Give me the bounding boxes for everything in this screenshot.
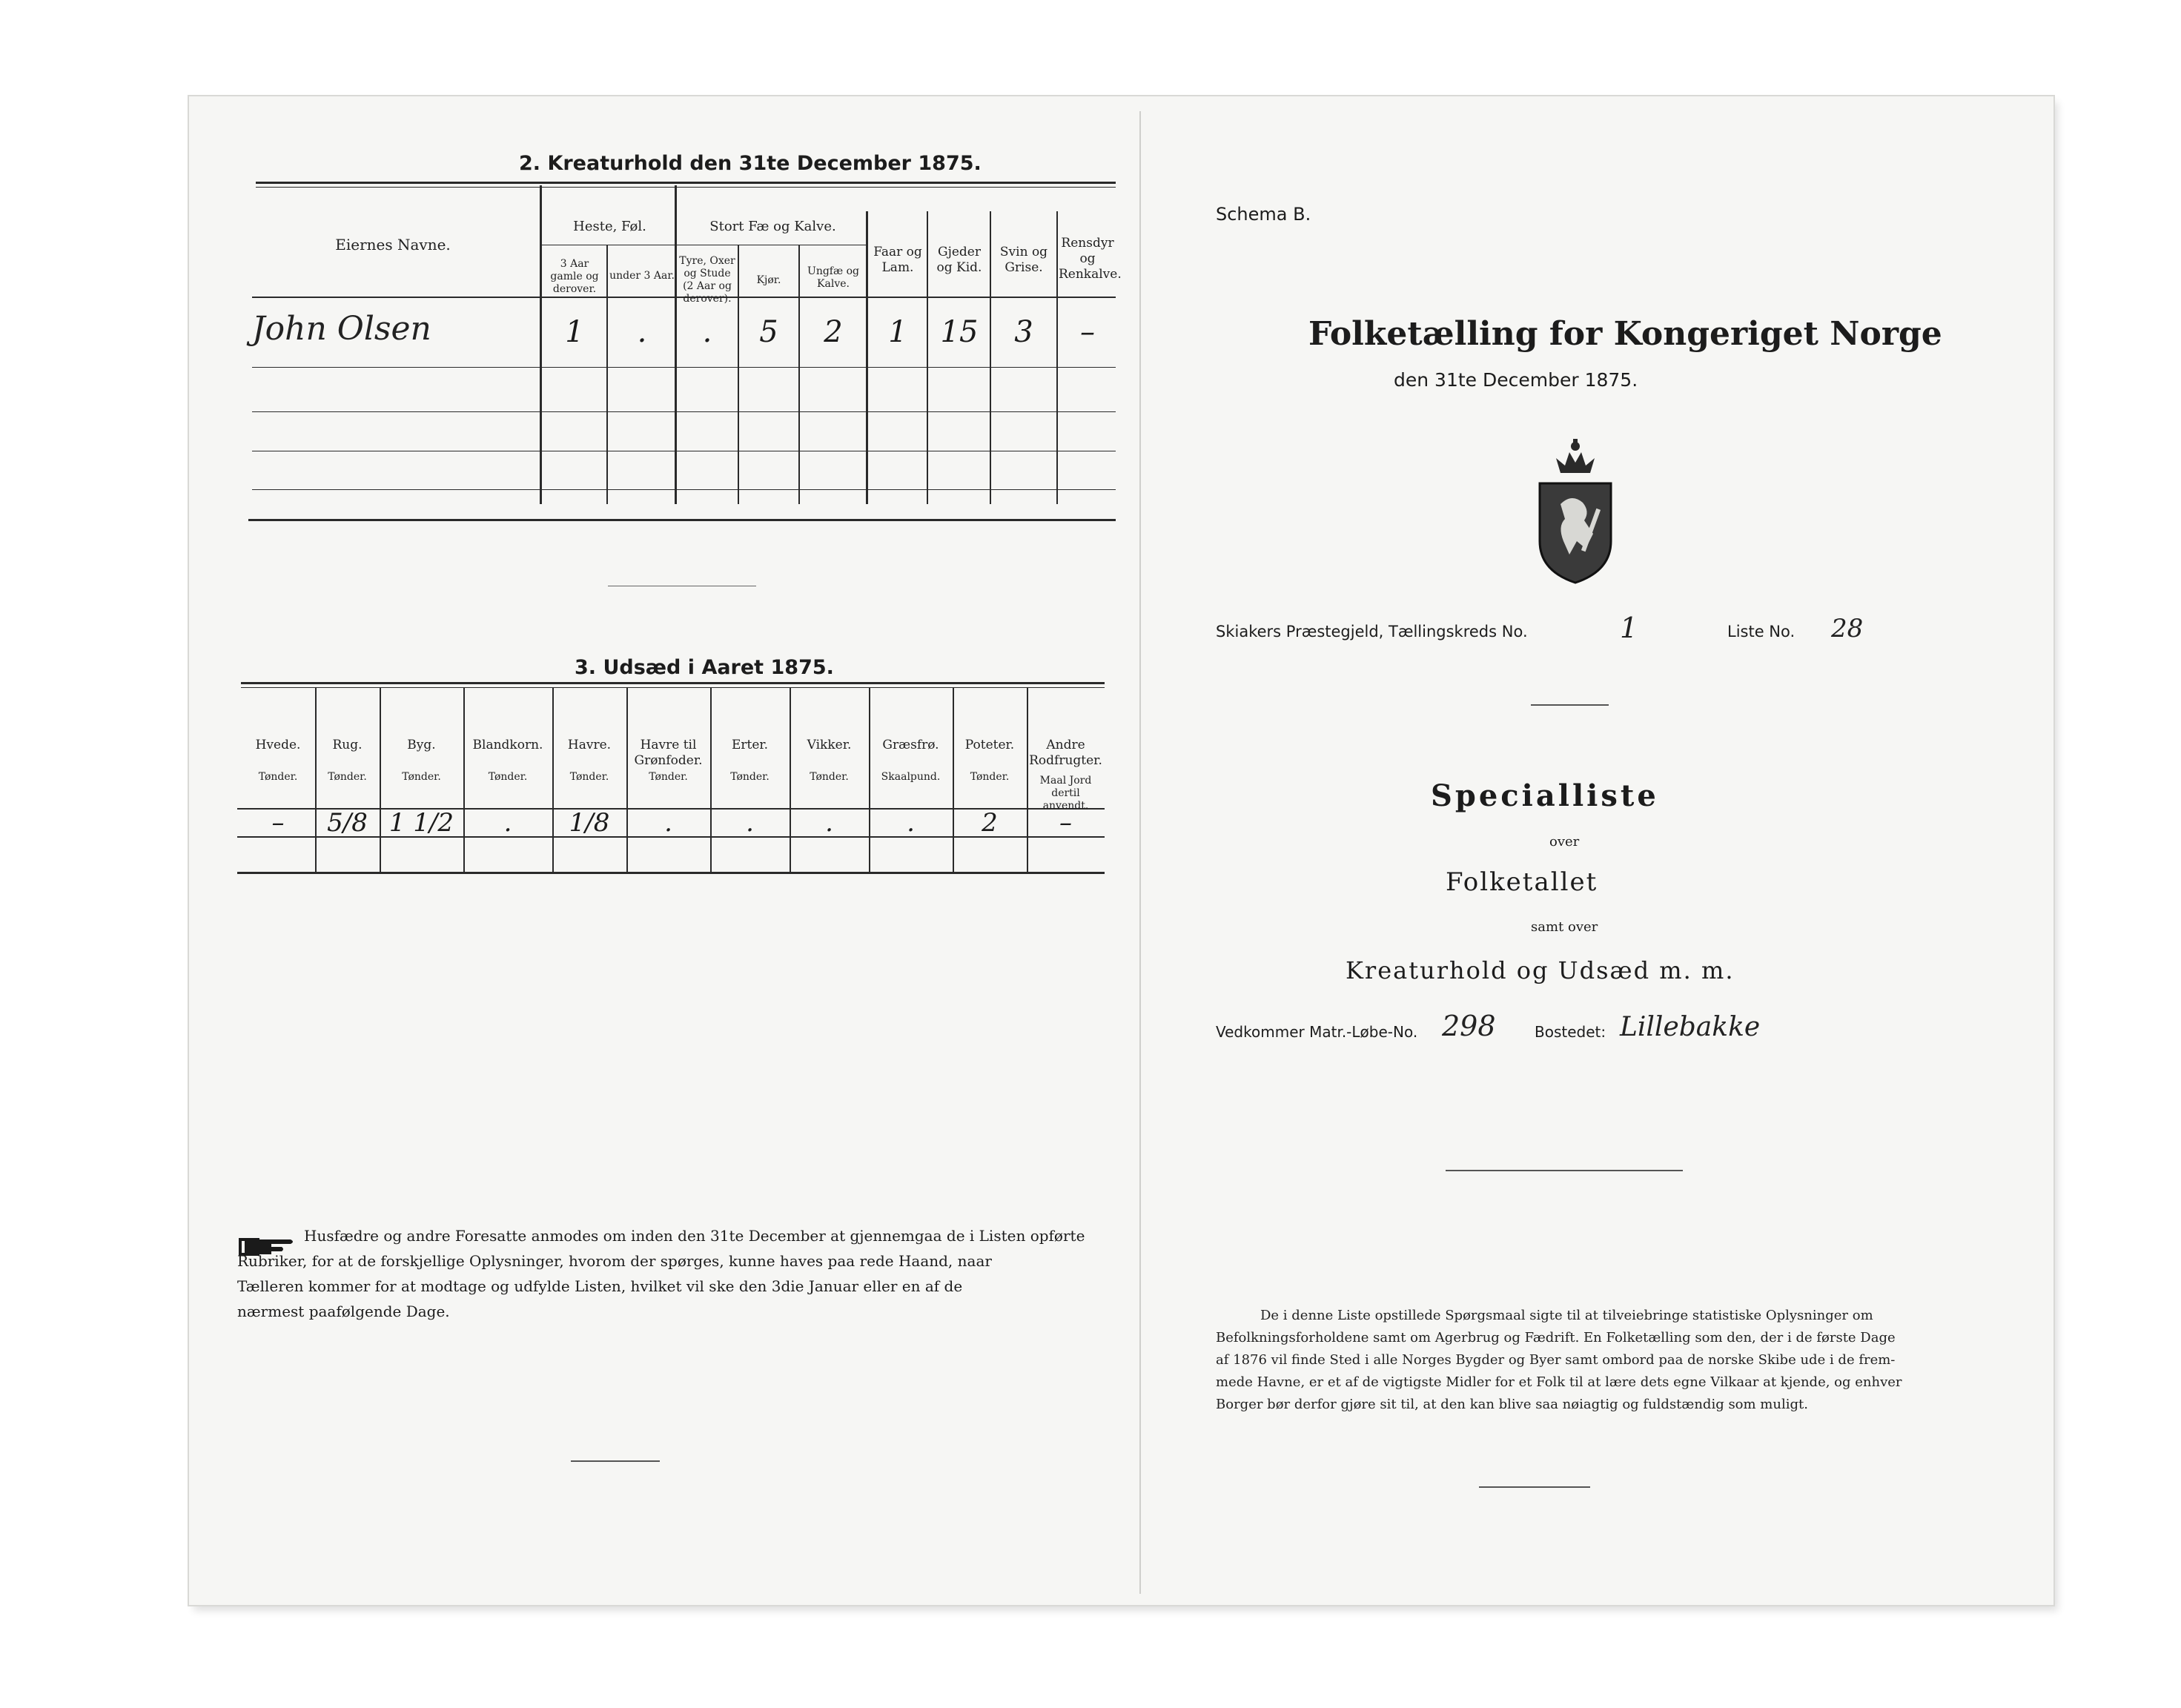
- owner-header: Eiernes Navne.: [335, 236, 451, 254]
- gjeder-header: Gjeder og Kid.: [936, 245, 982, 275]
- table2-row-rule: [252, 367, 1116, 368]
- table3-column-unit: Tønder.: [649, 771, 688, 783]
- table3-value-cell: .: [746, 808, 754, 838]
- heste-header: Heste, Føl.: [573, 219, 646, 234]
- bosted-label: Bostedet:: [1535, 1023, 1606, 1041]
- stortfae-header: Stort Fæ og Kalve.: [709, 219, 836, 234]
- bosted-value: Lillebakke: [1620, 1012, 1761, 1042]
- table3-column-header: Andre Rodfrugter.: [1029, 738, 1102, 768]
- table2-row-rule: [252, 411, 1116, 412]
- table3-column-unit: Skaalpund.: [881, 771, 941, 783]
- notice-paragraph: [237, 1223, 1085, 1324]
- table2-bottom-rule: [248, 519, 1116, 521]
- gjeder-cell: 15: [940, 315, 979, 349]
- long-divider: [1446, 1170, 1683, 1171]
- table3-column-unit: Maal Jord dertil anvendt.: [1039, 775, 1092, 812]
- page-fold: [1139, 111, 1141, 1594]
- tyre-cell: .: [702, 315, 712, 349]
- table3-column-header: Byg.: [407, 738, 436, 752]
- ungfae-cell: 2: [824, 315, 843, 349]
- folketallet-label: Folketallet: [1446, 867, 1598, 897]
- heste-young-cell: .: [637, 315, 647, 349]
- table3-column-unit: Tønder.: [730, 771, 770, 783]
- table3-column-unit: Tønder.: [970, 771, 1010, 783]
- kjor-cell: 5: [759, 315, 778, 349]
- kreds-no: 1: [1620, 612, 1638, 644]
- paragraph-line: af 1876 vil finde Sted i alle Norges Bygder og Byer samt ombord paa de norske Skibe ude i de frem-: [1216, 1352, 1896, 1368]
- kjor-header: Kjør.: [756, 274, 781, 286]
- table3-value-cell: –: [1059, 808, 1072, 838]
- table2-col-divider: [798, 245, 800, 504]
- liste-no: 28: [1831, 614, 1864, 643]
- location-line: [1216, 623, 1528, 640]
- table3-value-cell: .: [907, 808, 915, 838]
- table3-column-header: Havre.: [567, 738, 612, 752]
- paragraph-line: Befolkningsforholdene samt om Agerbrug og Fædrift. En Folketælling som den, der i de første Dage: [1216, 1330, 1896, 1345]
- table3-column-header: Poteter.: [964, 738, 1015, 752]
- tyre-header: Tyre, Oxer og Stude (2 Aar og derover).: [679, 255, 735, 305]
- table3-value-cell: .: [664, 808, 672, 838]
- coat-of-arms-icon: [1531, 437, 1620, 586]
- ungfae-header: Ungfæ og Kalve.: [807, 265, 859, 290]
- table2-col-divider: [1056, 211, 1058, 504]
- liste-label: Liste No.: [1727, 623, 1796, 640]
- table2-col-divider: [927, 211, 928, 504]
- rensdyr-cell: –: [1080, 315, 1095, 349]
- owner-name-cell: John Olsen: [252, 310, 431, 348]
- table3-column-header: Vikker.: [807, 738, 852, 752]
- svin-header: Svin og Grise.: [999, 245, 1048, 275]
- table3-column-unit: Tønder.: [810, 771, 849, 783]
- specialliste-heading: Specialliste: [1431, 778, 1659, 813]
- document-date: den 31te December 1875.: [1394, 369, 1638, 391]
- paragraph-line: De i denne Liste opstillede Spørgsmaal sigte til at tilveiebringe statistiske Oplysninger om: [1260, 1308, 1873, 1323]
- table3-column-header: Erter.: [731, 738, 769, 752]
- document-title: Folketælling for Kongeriget Norge: [1308, 315, 1942, 353]
- paragraph-line: mede Havne, er et af de vigtigste Midler for et Folk til at lære dets egne Vilkaar at kjende, og enhver: [1216, 1374, 1902, 1390]
- short-divider: [1479, 1486, 1590, 1488]
- notice-line: Rubriker, for at de forskjellige Oplysninger, hvorom der spørges, kunne haves paa rede Haand, naar: [237, 1252, 992, 1270]
- table2-col-divider: [990, 211, 991, 504]
- table2-col-divider: [866, 211, 868, 504]
- table3-top-rule: [241, 682, 1105, 684]
- kreaturhold-label: Kreaturhold og Udsæd m. m.: [1346, 956, 1735, 984]
- table3-column-unit: Tønder.: [402, 771, 441, 783]
- table3-column-header: Græsfrø.: [882, 738, 939, 752]
- table3-column-header: Hvede.: [255, 738, 301, 752]
- table2-top-rule2: [256, 187, 1116, 188]
- matr-value: 298: [1442, 1010, 1496, 1042]
- samt-over-label: samt over: [1531, 919, 1598, 935]
- table2-col-divider: [675, 185, 677, 504]
- faar-header: Faar og Lam.: [873, 245, 922, 275]
- table3-column-header: Rug.: [332, 738, 363, 752]
- explanation-paragraph: [1216, 1305, 1902, 1416]
- table2-col-divider: [606, 245, 608, 504]
- section2-title: 2. Kreaturhold den 31te December 1875.: [519, 152, 982, 175]
- table3-column-unit: Tønder.: [569, 771, 609, 783]
- table2-row-rule: [252, 489, 1116, 490]
- notice-line: Husfædre og andre Foresatte anmodes om inden den 31te December at gjennemgaa de i Listen opførte: [304, 1227, 1085, 1245]
- over-label: over: [1549, 834, 1580, 850]
- matr-label: Vedkommer Matr.-Løbe-No.: [1216, 1023, 1418, 1041]
- table2-col-divider: [540, 185, 542, 504]
- table3-column-header: Havre til Grønfoder.: [634, 738, 703, 768]
- heste-old-cell: 1: [565, 315, 584, 349]
- short-divider: [571, 1460, 660, 1462]
- section3-title: 3. Udsæd i Aaret 1875.: [575, 656, 834, 679]
- location-prefix: Skiakers Præstegjeld, Tællingskreds No.: [1216, 623, 1528, 640]
- table3-value-cell: .: [825, 808, 833, 838]
- table3-column-header: Blandkorn.: [472, 738, 543, 752]
- table3-value-cell: –: [271, 808, 285, 838]
- paragraph-line: Borger bør derfor gjøre sit til, at den kan blive saa nøiagtig og fuldstændig som muligt.: [1216, 1397, 1808, 1412]
- notice-line: nærmest paafølgende Dage.: [237, 1302, 450, 1320]
- table3-column-unit: Tønder.: [488, 771, 528, 783]
- schema-label: Schema B.: [1216, 204, 1311, 225]
- table3-value-cell: 2: [982, 808, 998, 838]
- table3-bottom-rule: [237, 872, 1105, 874]
- faar-cell: 1: [888, 315, 907, 349]
- heste-old-header: 3 Aar gamle og derover.: [550, 258, 599, 295]
- notice-line: Tælleren kommer for at modtage og udfylde Listen, hvilket vil ske den 3die Januar eller en af de: [237, 1277, 963, 1295]
- table3-value-cell: 1/8: [569, 808, 610, 838]
- table3-column-unit: Tønder.: [328, 771, 367, 783]
- table3-value-cell: 5/8: [327, 808, 368, 838]
- svin-cell: 3: [1014, 315, 1033, 349]
- table3-column-unit: Tønder.: [258, 771, 298, 783]
- table2-col-divider: [738, 245, 739, 504]
- heste-young-header: under 3 Aar.: [609, 270, 675, 282]
- rensdyr-header: Rensdyr og Renkalve.: [1059, 236, 1122, 282]
- table3-top-rule2: [241, 687, 1105, 688]
- short-divider: [1531, 704, 1609, 706]
- table3-value-cell: 1 1/2: [388, 808, 454, 838]
- table2-top-rule: [256, 182, 1116, 184]
- table3-value-cell: .: [503, 808, 512, 838]
